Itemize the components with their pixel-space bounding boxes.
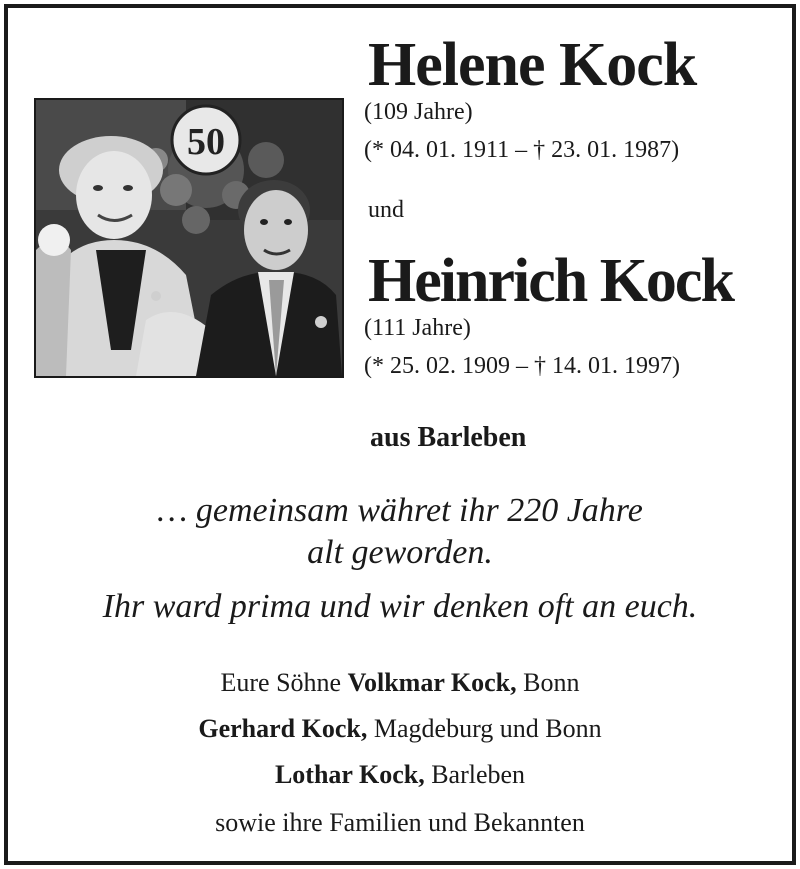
signature-place-gerhard: Magdeburg und Bonn	[367, 714, 602, 743]
quote-line-2: alt geworden.	[307, 534, 493, 571]
signature-line-2	[0, 716, 800, 742]
signature-line-3	[0, 762, 800, 788]
signature-name-gerhard: Gerhard Kock,	[198, 714, 368, 743]
dates-helene: (* 04. 01. 1911 – † 23. 01. 1987)	[364, 137, 680, 163]
quote-line-3: Ihr ward prima und wir denken oft an euch.	[102, 588, 698, 625]
signature-name-volkmar: Volkmar Kock,	[347, 668, 517, 697]
name-helene: Helene Kock	[368, 31, 697, 99]
signature-line-4: sowie ihre Familien und Bekannten	[215, 808, 585, 837]
signature-line-1	[0, 670, 800, 696]
age-heinrich: (111 Jahre)	[364, 315, 471, 341]
connector-text: und	[368, 197, 404, 223]
signature-place-volkmar: Bonn	[516, 668, 580, 697]
name-heinrich: Heinrich Kock	[368, 247, 733, 315]
signature-name-lothar: Lothar Kock,	[274, 760, 425, 789]
quote-line-1: … gemeinsam währet ihr 220 Jahre	[157, 492, 643, 529]
signature-place-lothar: Barleben	[424, 760, 526, 789]
couple-photo	[34, 98, 344, 378]
signature-prefix: Eure Söhne	[220, 668, 348, 697]
age-helene: (109 Jahre)	[364, 99, 473, 125]
anniversary-number: 50	[187, 121, 225, 163]
origin-text: aus Barleben	[370, 422, 527, 453]
dates-heinrich: (* 25. 02. 1909 – † 14. 01. 1997)	[364, 353, 680, 379]
